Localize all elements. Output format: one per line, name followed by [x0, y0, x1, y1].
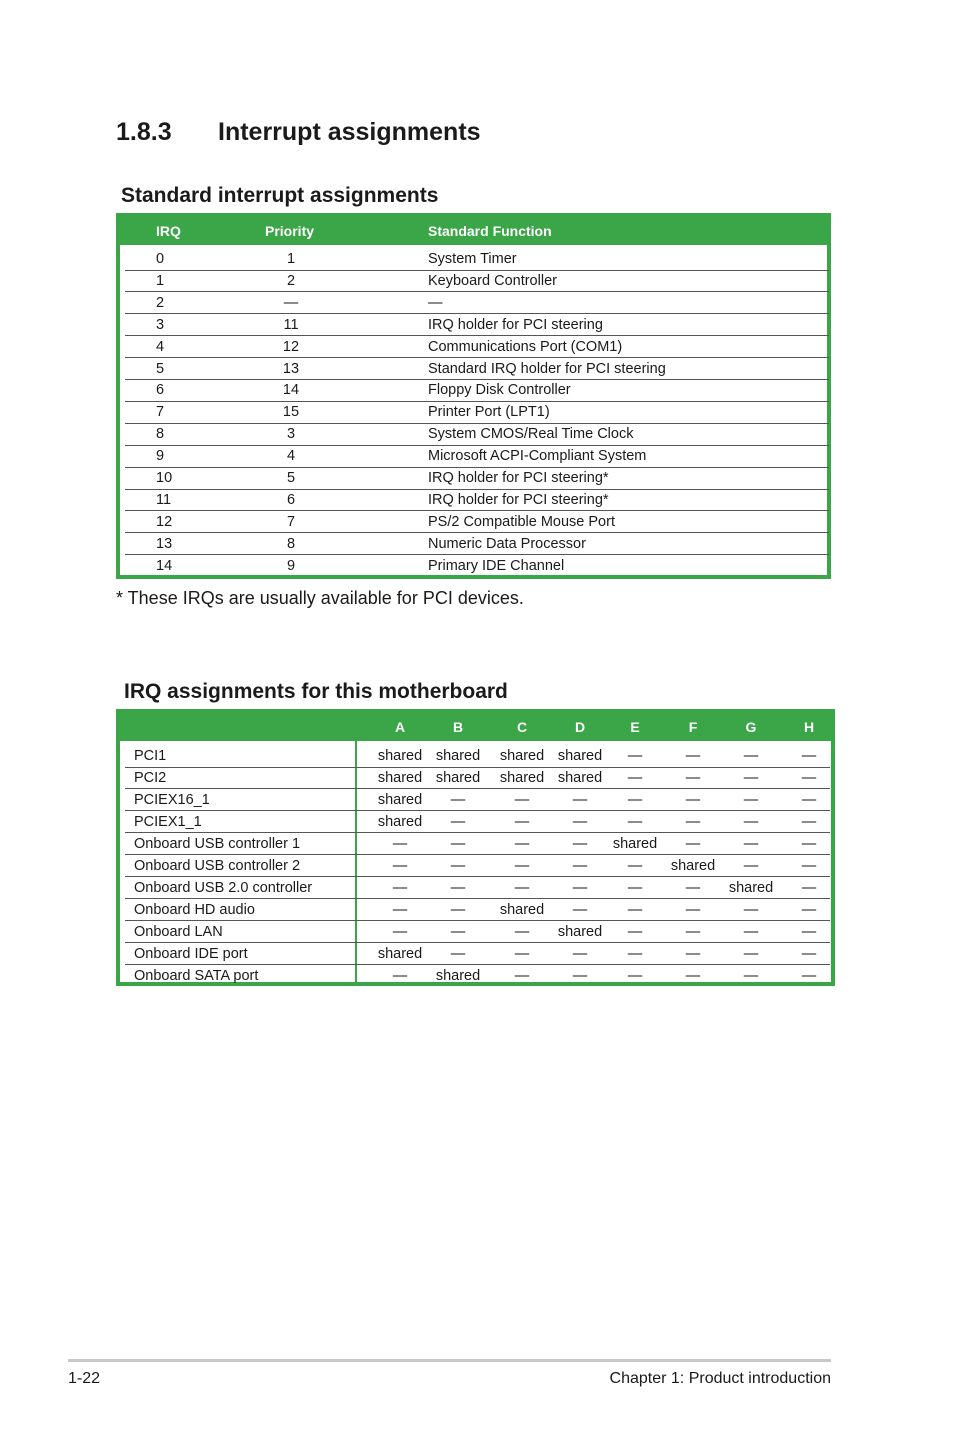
table-row	[120, 922, 831, 944]
cell-a: shared	[377, 748, 423, 764]
cell-c: —	[514, 813, 530, 830]
cell-irq: 0	[156, 251, 165, 267]
cell-function: Printer Port (LPT1)	[428, 404, 550, 421]
cell-f: —	[685, 835, 701, 852]
table-row	[120, 380, 827, 402]
std-table	[116, 213, 831, 579]
header-col-f: F	[688, 719, 698, 735]
cell-b: shared	[435, 967, 481, 984]
cell-function: System Timer	[428, 251, 517, 267]
cell-irq: 7	[156, 404, 165, 421]
cell-f: —	[685, 945, 701, 962]
cell-function: System CMOS/Real Time Clock	[428, 426, 634, 443]
cell-a: shared	[377, 945, 423, 962]
cell-priority: 12	[282, 338, 300, 355]
cell-d: —	[572, 813, 588, 830]
cell-f: —	[685, 901, 701, 918]
cell-priority: 11	[283, 316, 299, 333]
table-row	[120, 315, 827, 337]
mb-table	[116, 709, 835, 986]
cell-g: —	[743, 835, 759, 852]
cell-priority: 14	[282, 382, 300, 399]
header-irq: IRQ	[156, 223, 181, 239]
table-row	[120, 337, 827, 359]
section-number: 1.8.3	[116, 118, 172, 146]
page-number: 1-22	[68, 1370, 101, 1387]
mb-table-title: IRQ assignments for this motherboard	[124, 680, 508, 703]
table-row	[120, 534, 827, 556]
cell-priority: —	[283, 294, 299, 311]
cell-f: —	[685, 748, 701, 764]
std-note: * These IRQs are usually available for PCI devices.	[116, 588, 524, 608]
cell-irq: 13	[156, 535, 173, 552]
cell-f: —	[685, 879, 701, 896]
cell-f: —	[685, 791, 701, 808]
cell-h: —	[801, 857, 817, 874]
cell-e: —	[627, 901, 643, 918]
header-priority: Priority	[265, 223, 315, 239]
table-row	[120, 556, 827, 578]
cell-e: —	[627, 748, 643, 764]
cell-function: Primary IDE Channel	[428, 557, 565, 574]
cell-e: —	[627, 769, 643, 786]
cell-d: shared	[557, 923, 603, 940]
cell-c: shared	[499, 901, 545, 918]
header-col-h: H	[803, 719, 815, 735]
table-row	[120, 512, 827, 534]
header-col-e: E	[630, 719, 640, 735]
cell-a: —	[392, 835, 408, 852]
cell-f: —	[685, 769, 701, 786]
cell-d: —	[572, 901, 588, 918]
cell-irq: 1	[156, 272, 165, 289]
std-table-title: Standard interrupt assignments	[121, 184, 439, 207]
cell-priority: 15	[282, 404, 300, 421]
cell-function: —	[428, 294, 443, 311]
cell-a: —	[392, 923, 408, 940]
table-row	[120, 856, 831, 878]
table-row	[120, 271, 827, 293]
cell-irq: 3	[156, 316, 165, 333]
cell-h: —	[801, 901, 817, 918]
table-row	[120, 966, 831, 988]
table-row	[120, 944, 831, 966]
cell-b: shared	[435, 748, 481, 764]
table-row	[120, 249, 827, 271]
header-col-b: B	[452, 719, 464, 735]
cell-e: —	[627, 923, 643, 940]
cell-priority: 4	[286, 448, 296, 465]
cell-device: Onboard USB controller 2	[134, 857, 301, 874]
cell-g: —	[743, 967, 759, 984]
cell-h: —	[801, 945, 817, 962]
cell-g: shared	[728, 879, 774, 896]
table-row	[120, 790, 831, 812]
header-col-d: D	[574, 719, 586, 735]
cell-e: —	[627, 967, 643, 984]
cell-a: —	[392, 967, 408, 984]
cell-irq: 14	[156, 557, 173, 574]
cell-c: shared	[499, 748, 545, 764]
cell-device: PCIEX1_1	[134, 813, 202, 830]
cell-d: —	[572, 967, 588, 984]
cell-a: shared	[377, 769, 423, 786]
cell-h: —	[801, 923, 817, 940]
cell-g: —	[743, 791, 759, 808]
cell-d: —	[572, 791, 588, 808]
table-row	[120, 490, 827, 512]
mb-table-header	[120, 713, 831, 741]
cell-b: —	[450, 923, 466, 940]
cell-function: IRQ holder for PCI steering*	[428, 470, 609, 486]
cell-e: —	[627, 857, 643, 874]
table-row	[120, 424, 827, 446]
table-row	[120, 812, 831, 834]
cell-d: —	[572, 945, 588, 962]
cell-c: shared	[499, 769, 545, 786]
cell-e: shared	[612, 835, 658, 852]
cell-g: —	[743, 901, 759, 918]
table-row	[120, 446, 827, 468]
cell-d: shared	[557, 748, 603, 764]
cell-f: —	[685, 813, 701, 830]
cell-irq: 6	[156, 382, 165, 399]
cell-irq: 4	[156, 338, 165, 355]
cell-device: PCIEX16_1	[134, 791, 210, 808]
cell-f: shared	[670, 857, 716, 874]
std-table-header	[120, 217, 827, 245]
cell-d: —	[572, 857, 588, 874]
cell-b: —	[450, 945, 466, 962]
cell-e: —	[627, 791, 643, 808]
cell-b: —	[450, 835, 466, 852]
cell-b: shared	[435, 769, 481, 786]
cell-a: —	[392, 901, 408, 918]
cell-function: Standard IRQ holder for PCI steering	[428, 360, 666, 377]
cell-h: —	[801, 967, 817, 984]
cell-function: Keyboard Controller	[428, 272, 557, 289]
cell-c: —	[514, 791, 530, 808]
cell-priority: 1	[286, 251, 296, 267]
cell-device: PCI2	[134, 769, 167, 786]
section-title: Interrupt assignments	[218, 118, 481, 146]
table-row	[120, 468, 827, 490]
cell-h: —	[801, 813, 817, 830]
cell-function: Numeric Data Processor	[428, 535, 586, 552]
cell-g: —	[743, 923, 759, 940]
cell-function: Floppy Disk Controller	[428, 382, 571, 399]
cell-function: IRQ holder for PCI steering*	[428, 491, 609, 508]
cell-a: shared	[377, 791, 423, 808]
cell-priority: 7	[286, 513, 296, 530]
cell-f: —	[685, 967, 701, 984]
header-function: Standard Function	[428, 223, 552, 239]
cell-irq: 12	[156, 513, 173, 530]
table-row	[120, 402, 827, 424]
cell-g: —	[743, 813, 759, 830]
cell-irq: 10	[156, 470, 173, 486]
cell-a: —	[392, 857, 408, 874]
header-col-a: A	[394, 719, 406, 735]
cell-function: Communications Port (COM1)	[428, 338, 623, 355]
cell-function: PS/2 Compatible Mouse Port	[428, 513, 615, 530]
cell-f: —	[685, 923, 701, 940]
cell-e: —	[627, 945, 643, 962]
cell-a: shared	[377, 813, 423, 830]
table-row	[120, 293, 827, 315]
table-row	[120, 359, 827, 381]
cell-c: —	[514, 857, 530, 874]
cell-b: —	[450, 879, 466, 896]
cell-priority: 13	[282, 360, 300, 377]
cell-e: —	[627, 813, 643, 830]
cell-d: —	[572, 879, 588, 896]
cell-irq: 5	[156, 360, 165, 377]
cell-b: —	[450, 857, 466, 874]
cell-b: —	[450, 791, 466, 808]
cell-function: IRQ holder for PCI steering	[428, 316, 603, 333]
header-col-c: C	[516, 719, 528, 735]
cell-c: —	[514, 923, 530, 940]
header-col-g: G	[745, 719, 757, 735]
cell-g: —	[743, 945, 759, 962]
cell-device: Onboard HD audio	[134, 901, 255, 918]
cell-device: Onboard LAN	[134, 923, 223, 940]
cell-c: —	[514, 967, 530, 984]
cell-a: —	[392, 879, 408, 896]
table-row	[120, 878, 831, 900]
cell-device: Onboard USB controller 1	[134, 835, 301, 852]
cell-priority: 5	[286, 470, 296, 486]
cell-h: —	[801, 791, 817, 808]
cell-h: —	[801, 879, 817, 896]
cell-priority: 2	[286, 272, 296, 289]
table-row	[120, 834, 831, 856]
chapter-label: Chapter 1: Product introduction	[609, 1370, 831, 1387]
cell-c: —	[514, 835, 530, 852]
cell-c: —	[514, 945, 530, 962]
cell-priority: 3	[286, 426, 296, 443]
cell-irq: 9	[156, 448, 165, 465]
cell-d: —	[572, 835, 588, 852]
cell-h: —	[801, 769, 817, 786]
cell-b: —	[450, 901, 466, 918]
cell-c: —	[514, 879, 530, 896]
cell-h: —	[801, 748, 817, 764]
cell-e: —	[627, 879, 643, 896]
cell-b: —	[450, 813, 466, 830]
cell-irq: 11	[156, 491, 172, 508]
cell-irq: 8	[156, 426, 165, 443]
cell-function: Microsoft ACPI-Compliant System	[428, 448, 647, 465]
cell-g: —	[743, 857, 759, 874]
cell-device: PCI1	[134, 748, 167, 764]
cell-irq: 2	[156, 294, 165, 311]
cell-h: —	[801, 835, 817, 852]
cell-priority: 6	[286, 491, 296, 508]
cell-g: —	[743, 748, 759, 764]
table-row	[120, 768, 831, 790]
footer-rule	[68, 1359, 831, 1362]
cell-device: Onboard SATA port	[134, 967, 259, 984]
table-row	[120, 746, 831, 768]
table-row	[120, 900, 831, 922]
cell-d: shared	[557, 769, 603, 786]
cell-device: Onboard USB 2.0 controller	[134, 879, 313, 896]
cell-g: —	[743, 769, 759, 786]
cell-priority: 9	[286, 557, 296, 574]
cell-device: Onboard IDE port	[134, 945, 248, 962]
cell-priority: 8	[286, 535, 296, 552]
